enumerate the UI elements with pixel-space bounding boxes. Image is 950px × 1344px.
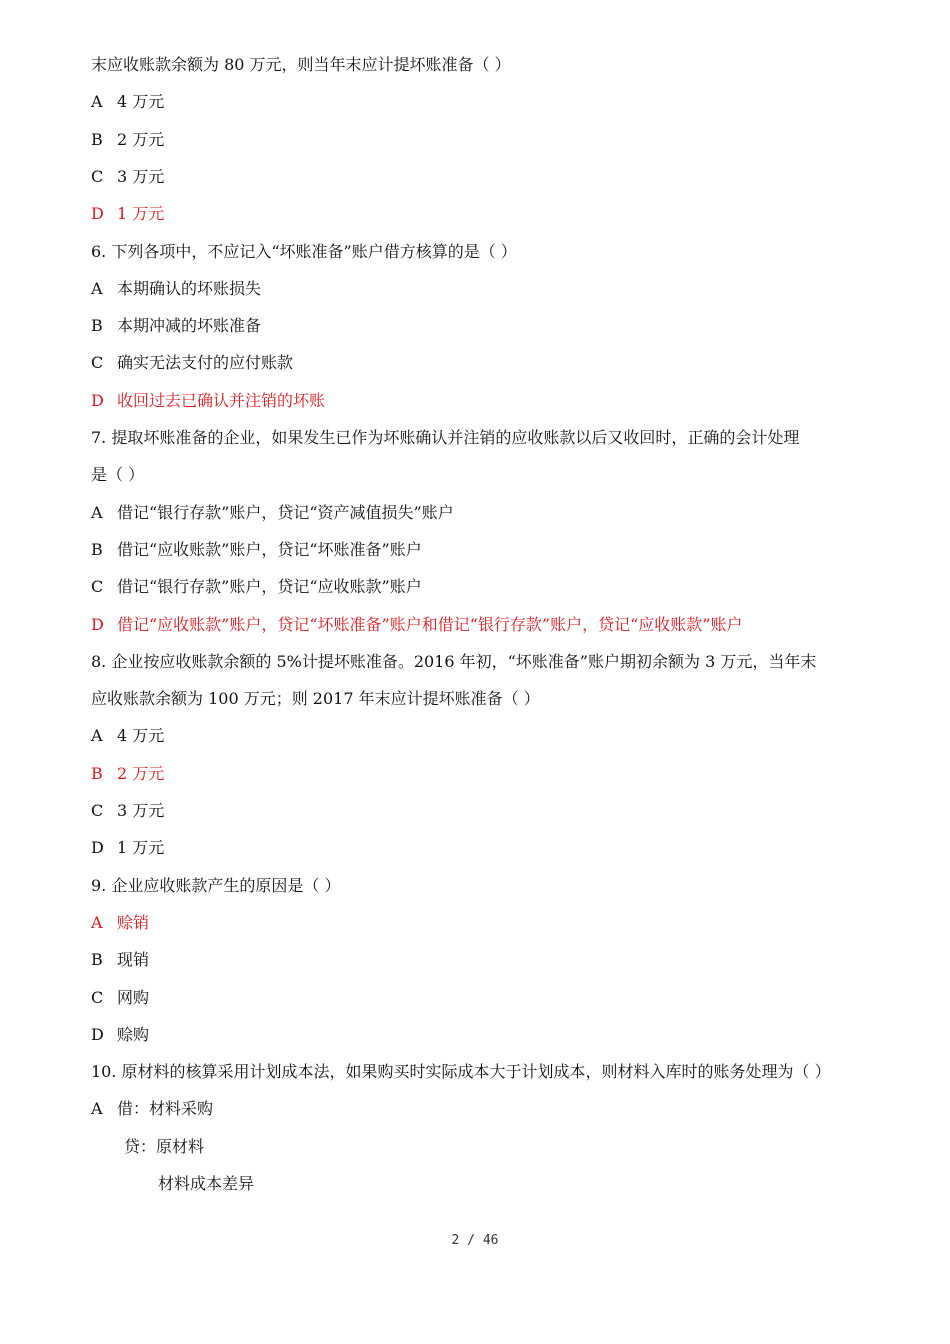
option-text: 网购 — [117, 987, 150, 1007]
answer-option — [91, 279, 866, 299]
option-text: 4 万元 — [117, 726, 165, 746]
answer-option — [91, 503, 866, 523]
option-letter: C — [91, 166, 104, 186]
option-letter: D — [91, 1024, 104, 1044]
answer-option — [91, 1099, 866, 1119]
option-letter: C — [91, 353, 104, 373]
answer-option — [91, 838, 866, 858]
option-text: 借记“银行存款”账户，贷记“应收账款”账户 — [117, 577, 422, 597]
answer-option — [91, 92, 866, 112]
option-letter: A — [91, 1099, 103, 1119]
option-letter: C — [91, 987, 104, 1007]
option-letter: C — [91, 577, 104, 597]
option-text: 2 万元 — [117, 763, 165, 783]
question-text: 6. 下列各项中，不应记入“坏账准备”账户借方核算的是（ ） — [91, 241, 517, 261]
question-text: 贷：原材料 — [124, 1136, 205, 1156]
option-letter: B — [91, 129, 103, 149]
answer-option — [91, 167, 866, 187]
question-text: 是（ ） — [91, 465, 145, 485]
option-text: 借记“应收账款”账户，贷记“坏账准备”账户 — [117, 539, 422, 559]
option-text: 1 万元 — [117, 838, 165, 858]
option-letter: C — [91, 801, 104, 820]
question-text: 9. 企业应收账款产生的原因是（ ） — [91, 875, 341, 895]
option-text: 赊销 — [117, 912, 150, 932]
option-letter: B — [91, 950, 103, 970]
question-text: 应收账款余额为 100 万元；则 2017 年末应计提坏账准备（ ） — [91, 689, 540, 709]
answer-option — [91, 353, 866, 373]
option-text: 3 万元 — [117, 801, 165, 820]
option-text: 4 万元 — [117, 92, 165, 112]
option-text: 赊购 — [117, 1024, 150, 1044]
answer-option — [91, 577, 866, 597]
option-text: 确实无法支付的应付账款 — [117, 353, 294, 373]
answer-option-correct — [91, 391, 866, 411]
answer-option — [91, 950, 866, 970]
answer-option — [91, 726, 866, 746]
option-letter: A — [91, 726, 103, 746]
question-text: 材料成本差异 — [158, 1174, 255, 1193]
answer-option-correct — [91, 204, 866, 224]
option-text: 1 万元 — [117, 204, 165, 224]
question-text: 8. 企业按应收账款余额的 5%计提坏账准备。2016 年初，“坏账准备”账户期初余额为 3 万元，当年末 — [91, 651, 817, 671]
answer-option — [91, 988, 866, 1008]
page-number: 2 / 46 — [451, 1233, 499, 1248]
option-letter: D — [91, 838, 104, 858]
answer-option — [91, 130, 866, 150]
option-text: 本期确认的坏账损失 — [117, 278, 262, 298]
question-text: 末应收账款余额为 80 万元，则当年末应计提坏账准备（ ） — [91, 55, 511, 74]
option-text: 现销 — [117, 950, 150, 970]
option-letter: D — [91, 390, 104, 410]
option-letter: A — [91, 92, 103, 112]
option-letter: B — [91, 539, 103, 559]
option-text: 收回过去已确认并注销的坏账 — [117, 390, 326, 410]
option-text: 借记“应收账款”账户，贷记“坏账准备”账户和借记“银行存款”账户，贷记“应收账款”账户 — [117, 614, 743, 634]
question-text: 7. 提取坏账准备的企业，如果发生已作为坏账确认并注销的应收账款以后又收回时，正确的会计处理 — [91, 428, 800, 447]
answer-option-correct — [91, 615, 866, 635]
option-text: 3 万元 — [117, 166, 165, 186]
option-letter: D — [91, 204, 104, 224]
option-text: 2 万元 — [117, 129, 165, 149]
answer-option — [91, 316, 866, 336]
option-letter: B — [91, 316, 103, 336]
answer-option-correct — [91, 764, 866, 784]
option-letter: A — [91, 502, 103, 522]
option-text: 本期冲减的坏账准备 — [117, 316, 262, 336]
option-letter: A — [91, 912, 103, 932]
answer-option — [91, 801, 866, 821]
answer-option-correct — [91, 913, 866, 933]
option-letter: B — [91, 763, 103, 783]
option-text: 借记“银行存款”账户，贷记“资产减值损失”账户 — [117, 502, 454, 522]
answer-option — [91, 540, 866, 560]
option-letter: A — [91, 278, 103, 298]
option-text: 借：材料采购 — [117, 1099, 214, 1119]
question-text: 10. 原材料的核算采用计划成本法，如果购买时实际成本大于计划成本，则材料入库时的账务处理为（ ） — [91, 1062, 831, 1082]
answer-option — [91, 1025, 866, 1045]
option-letter: D — [91, 614, 104, 634]
